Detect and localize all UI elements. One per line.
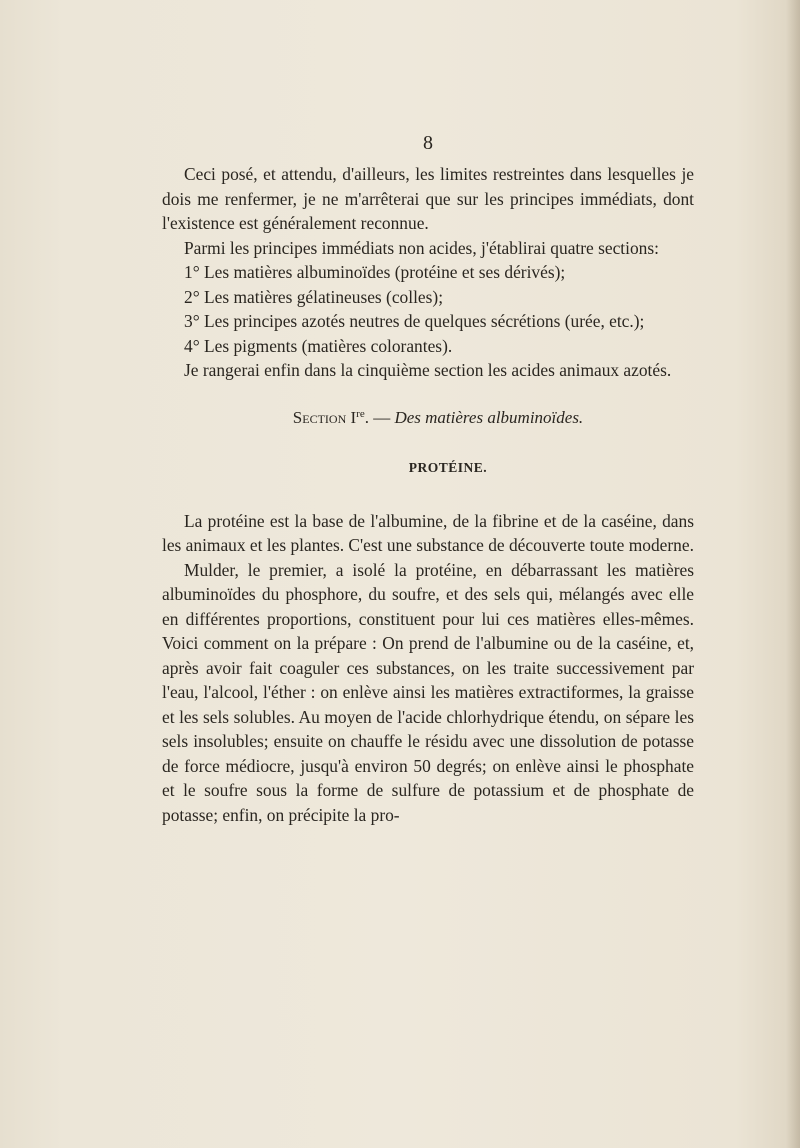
section-title: Des matières albuminoïdes. [394, 407, 584, 427]
section-label: Section [292, 407, 347, 427]
intro-paragraph-1: Ceci posé, et attendu, d'ailleurs, les limites restreintes dans lesquelles je dois me renfermer, je ne m'arrêterai que sur les principes immédiats, dont l'existence est généralement reconnue. [162, 164, 694, 233]
section-numeral: I [350, 407, 357, 427]
section-list-item-1: 1° Les matières albuminoïdes (protéine et ses dérivés); [184, 262, 566, 282]
section-list-item-4: 4° Les pigments (matières colorantes). [184, 335, 453, 356]
section-heading [162, 402, 694, 431]
page-edge-shadow [786, 0, 800, 1148]
section-list-item-2: 2° Les matières gélatineuses (colles); [184, 286, 444, 307]
section-separator: . — [364, 407, 391, 427]
body-paragraph-1: La protéine est la base de l'albumine, de la fibrine et de la caséine, dans les animaux et les plantes. C'est une substance de découverte toute moderne. [162, 510, 694, 555]
subheading: PROTÉINE. [408, 460, 488, 475]
page-number: 8 [423, 132, 433, 154]
main-text [162, 162, 694, 827]
body-paragraph-2: Mulder, le premier, a isolé la protéine, en débarrassant les matières albuminoïdes du phosphore, du soufre, et des sels qui, mélangés avec elle en différentes proportions, constituent pour lui ces matières elles-mêmes. Voici comment on la prépare : On prend de l'albumine ou de la caséine, et, après avoir fait coaguler ces substances, on les traite successivement par l'eau, l'alcool, l'éther : on enlève ainsi les matières extractiformes, la graisse et les sels solubles. Au moyen de l'acide chlorhydrique étendu, on sépare les sels insolubles; ensuite on chauffe le résidu avec une dissolution de potasse de force médiocre, jusqu'à environ 50 degrés; on enlève ainsi le phosphate et le soufre sous la forme de sulfure de potassium et de phosphate de potasse; enfin, on précipite la pro- [162, 559, 694, 825]
section-numeral-superscript: re [356, 407, 365, 420]
closing-paragraph: Je rangerai enfin dans la cinquième section les acides animaux azotés. [184, 360, 672, 380]
section-list-item-3: 3° Les principes azotés neutres de quelques sécrétions (urée, etc.); [184, 311, 645, 331]
intro-paragraph-2: Parmi les principes immédiats non acides, j'établirai quatre sections: [184, 237, 659, 258]
